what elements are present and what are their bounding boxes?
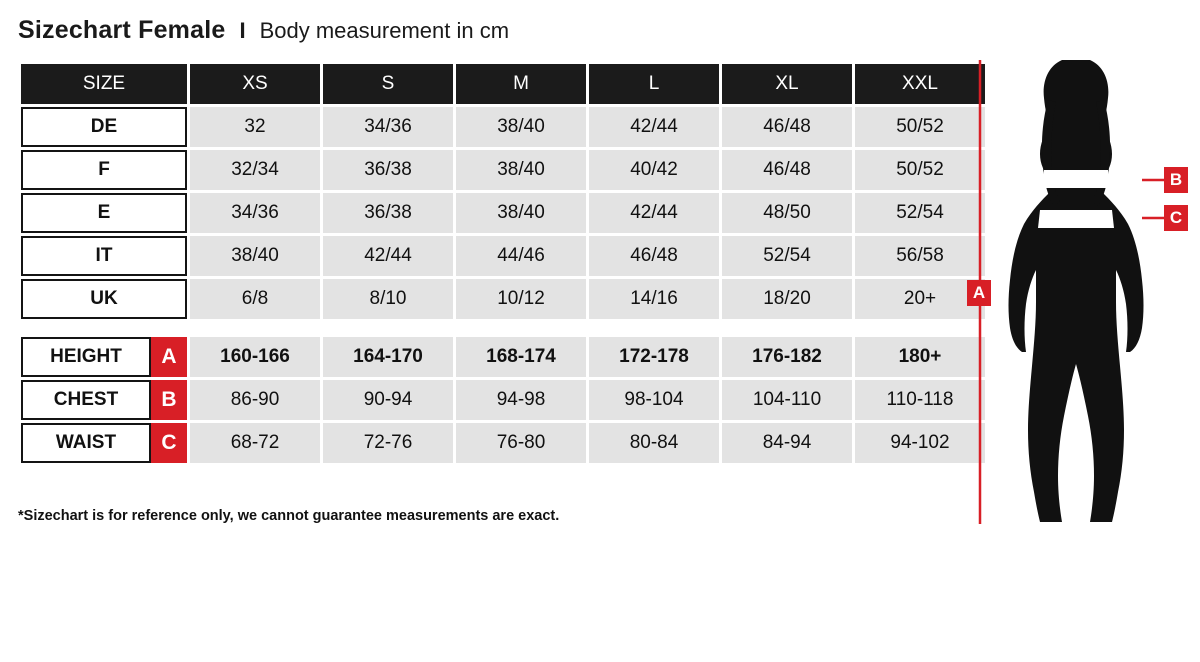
row-label-uk: UK (21, 279, 187, 319)
measurement-name-height: HEIGHT (21, 337, 151, 377)
row-label-chest (21, 380, 187, 420)
cell-chest-l: 98-104 (589, 380, 719, 420)
cell-f-xxl: 50/52 (855, 150, 985, 190)
sizechart-table (18, 61, 988, 466)
table-row (21, 193, 985, 233)
marker-b: B (1164, 167, 1188, 193)
cell-e-xs: 34/36 (190, 193, 320, 233)
cell-height-m: 168-174 (456, 337, 586, 377)
page-title (18, 16, 509, 45)
measurement-name-chest: CHEST (21, 380, 151, 420)
cell-de-l: 42/44 (589, 107, 719, 147)
cell-uk-xxl: 20+ (855, 279, 985, 319)
cell-de-xxl: 50/52 (855, 107, 985, 147)
row-label-height (21, 337, 187, 377)
row-label-f: F (21, 150, 187, 190)
cell-waist-xxl: 94-102 (855, 423, 985, 463)
cell-it-xl: 52/54 (722, 236, 852, 276)
body-figure-area (966, 52, 1196, 532)
cell-uk-s: 8/10 (323, 279, 453, 319)
marker-c: C (1164, 205, 1188, 231)
cell-uk-xs: 6/8 (190, 279, 320, 319)
cell-uk-m: 10/12 (456, 279, 586, 319)
table-row (21, 279, 985, 319)
cell-e-xl: 48/50 (722, 193, 852, 233)
cell-waist-l: 80-84 (589, 423, 719, 463)
cell-de-s: 34/36 (323, 107, 453, 147)
cell-it-xs: 38/40 (190, 236, 320, 276)
header-cell-xl: XL (722, 64, 852, 104)
cell-e-s: 36/38 (323, 193, 453, 233)
cell-waist-xl: 84-94 (722, 423, 852, 463)
cell-waist-m: 76-80 (456, 423, 586, 463)
cell-it-xxl: 56/58 (855, 236, 985, 276)
cell-waist-s: 72-76 (323, 423, 453, 463)
header-cell-s: S (323, 64, 453, 104)
table-spacer-row (21, 322, 985, 334)
cell-f-s: 36/38 (323, 150, 453, 190)
cell-uk-l: 14/16 (589, 279, 719, 319)
table-row (21, 150, 985, 190)
table-row (21, 423, 985, 463)
cell-uk-xl: 18/20 (722, 279, 852, 319)
waist-band (1038, 210, 1114, 228)
row-label-de: DE (21, 107, 187, 147)
cell-it-l: 46/48 (589, 236, 719, 276)
cell-e-m: 38/40 (456, 193, 586, 233)
cell-height-s: 164-170 (323, 337, 453, 377)
measurement-name-waist: WAIST (21, 423, 151, 463)
cell-it-s: 42/44 (323, 236, 453, 276)
header-cell-l: L (589, 64, 719, 104)
title-separator: I (239, 18, 246, 43)
body-silhouette-path (1009, 60, 1144, 522)
table-header-row (21, 64, 985, 104)
cell-height-xxl: 180+ (855, 337, 985, 377)
cell-height-xs: 160-166 (190, 337, 320, 377)
cell-f-xs: 32/34 (190, 150, 320, 190)
cell-chest-m: 94-98 (456, 380, 586, 420)
measurement-key-a: A (151, 337, 187, 377)
title-main: Sizechart Female (18, 16, 226, 44)
header-cell-xs: XS (190, 64, 320, 104)
row-label-waist (21, 423, 187, 463)
cell-f-l: 40/42 (589, 150, 719, 190)
measurement-key-b: B (151, 380, 187, 420)
cell-it-m: 44/46 (456, 236, 586, 276)
measurement-key-c: C (151, 423, 187, 463)
title-subtitle: Body measurement in cm (259, 18, 510, 43)
cell-e-xxl: 52/54 (855, 193, 985, 233)
cell-chest-xs: 86-90 (190, 380, 320, 420)
cell-de-xs: 32 (190, 107, 320, 147)
table-row (21, 380, 985, 420)
header-cell-m: M (456, 64, 586, 104)
cell-e-l: 42/44 (589, 193, 719, 233)
cell-height-xl: 176-182 (722, 337, 852, 377)
table-row (21, 337, 985, 377)
sizechart-table-wrapper (18, 61, 966, 466)
table-row (21, 236, 985, 276)
cell-chest-xl: 104-110 (722, 380, 852, 420)
silhouette-shape (1009, 60, 1144, 522)
row-label-it: IT (21, 236, 187, 276)
table-row (21, 107, 985, 147)
marker-a: A (967, 280, 991, 306)
footnote: *Sizechart is for reference only, we cannot guarantee measurements are exact. (18, 508, 560, 524)
cell-de-xl: 46/48 (722, 107, 852, 147)
cell-chest-s: 90-94 (323, 380, 453, 420)
cell-waist-xs: 68-72 (190, 423, 320, 463)
header-cell-size: SIZE (21, 64, 187, 104)
chest-band (1042, 170, 1110, 188)
female-silhouette-icon (966, 52, 1196, 532)
cell-chest-xxl: 110-118 (855, 380, 985, 420)
header-cell-xxl: XXL (855, 64, 985, 104)
cell-f-m: 38/40 (456, 150, 586, 190)
cell-height-l: 172-178 (589, 337, 719, 377)
cell-de-m: 38/40 (456, 107, 586, 147)
row-label-e: E (21, 193, 187, 233)
cell-f-xl: 46/48 (722, 150, 852, 190)
